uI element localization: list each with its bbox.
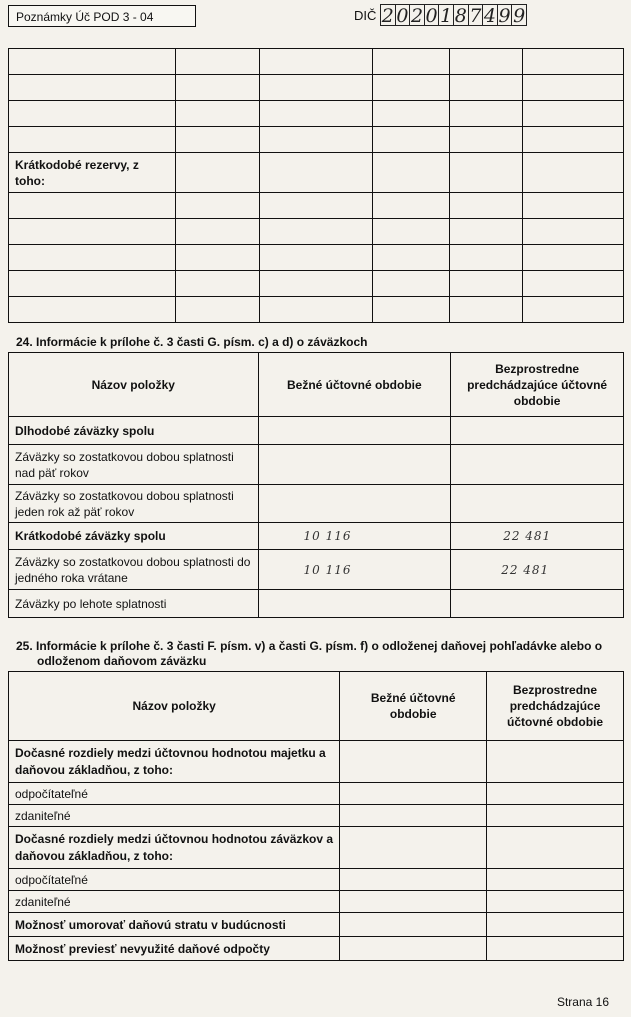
col-header-item: Názov položky: [9, 353, 259, 417]
table-cell[interactable]: [175, 127, 259, 153]
value-previous[interactable]: [487, 805, 624, 827]
value-current[interactable]: [340, 891, 487, 913]
value-current[interactable]: [340, 741, 487, 783]
table-cell[interactable]: [259, 219, 373, 245]
table-cell[interactable]: [9, 193, 176, 219]
value-previous[interactable]: [487, 937, 624, 961]
table-cell[interactable]: [450, 49, 523, 75]
dic-digit[interactable]: 0: [396, 5, 409, 27]
table-row: [9, 913, 624, 937]
table-cell[interactable]: [175, 245, 259, 271]
table-cell[interactable]: [9, 245, 176, 271]
row-label: Záväzky so zostatkovou dobou splatnosti nad päť rokov: [9, 445, 259, 485]
table-cell[interactable]: [259, 245, 373, 271]
table-cell[interactable]: [9, 297, 176, 323]
table-cell[interactable]: [175, 49, 259, 75]
table-cell[interactable]: [259, 49, 373, 75]
table-cell[interactable]: [259, 75, 373, 101]
table-cell[interactable]: [259, 297, 373, 323]
table-cell[interactable]: [523, 49, 624, 75]
table-cell[interactable]: [373, 49, 450, 75]
table-row: [9, 485, 624, 523]
table-row: [9, 827, 624, 869]
table-cell[interactable]: [9, 127, 176, 153]
table-cell[interactable]: [259, 193, 373, 219]
section-25-title-line1: 25. Informácie k prílohe č. 3 časti F. písm. v) a časti G. písm. f) o odloženej daňovej pohľadávke alebo o: [16, 639, 603, 653]
table-cell[interactable]: [175, 193, 259, 219]
col-header-current: Bežné účtovné obdobie: [340, 672, 487, 741]
value-previous[interactable]: [487, 869, 624, 891]
dic-label: DIČ: [354, 8, 377, 23]
table-cell[interactable]: [259, 271, 373, 297]
table-row: [9, 783, 624, 805]
table-cell[interactable]: [523, 101, 624, 127]
table-row: [9, 805, 624, 827]
value-current[interactable]: [340, 869, 487, 891]
table-cell[interactable]: [523, 219, 624, 245]
value-previous[interactable]: [451, 485, 624, 523]
dic-digit[interactable]: 4: [483, 5, 496, 27]
table-cell[interactable]: [9, 49, 176, 75]
short-term-reserves-label: Krátkodobé rezervy, z toho:: [9, 153, 176, 193]
table-cell[interactable]: [450, 297, 523, 323]
table-cell[interactable]: [450, 193, 523, 219]
dic-digit[interactable]: 8: [454, 5, 467, 27]
col-header-previous: Bezprostredne predchádzajúce účtovné obdobie: [451, 353, 624, 417]
table-cell[interactable]: [523, 193, 624, 219]
row-label: odpočítateľné: [9, 869, 340, 891]
row-label: Záväzky so zostatkovou dobou splatnosti jeden rok až päť rokov: [9, 485, 259, 523]
table-row: [9, 550, 624, 590]
value-previous[interactable]: [487, 783, 624, 805]
top-table: [8, 48, 624, 323]
row-label: Dlhodobé záväzky spolu: [9, 417, 259, 445]
table-cell[interactable]: [259, 127, 373, 153]
table-row: [9, 445, 624, 485]
table-cell[interactable]: [450, 101, 523, 127]
table-cell[interactable]: [523, 75, 624, 101]
value-current[interactable]: [258, 417, 451, 445]
col-header-previous: Bezprostredne predchádzajúce účtovné obdobie: [487, 672, 624, 741]
value-current[interactable]: [340, 783, 487, 805]
value-previous[interactable]: [451, 590, 624, 618]
row-label: Dočasné rozdiely medzi účtovnou hodnotou záväzkov a daňovou základňou, z toho:: [9, 827, 340, 869]
page-number: Strana 16: [556, 995, 609, 1009]
table-cell[interactable]: [175, 75, 259, 101]
table-row: [9, 741, 624, 783]
dic-boxes: [381, 4, 527, 26]
table-cell[interactable]: [9, 219, 176, 245]
row-label: Možnosť previesť nevyužité daňové odpočty: [9, 937, 340, 961]
row-label: Možnosť umorovať daňovú stratu v budúcnosti: [9, 913, 340, 937]
table-cell[interactable]: [450, 271, 523, 297]
value-current[interactable]: [258, 590, 451, 618]
value-previous[interactable]: 22 481: [451, 550, 624, 590]
row-label: Dočasné rozdiely medzi účtovnou hodnotou majetku a daňovou základňou, z toho:: [9, 741, 340, 783]
dic-digit[interactable]: 0: [425, 5, 438, 27]
value-previous[interactable]: [487, 741, 624, 783]
table-cell[interactable]: [373, 271, 450, 297]
table-cell[interactable]: [175, 271, 259, 297]
table-row: [9, 937, 624, 961]
value-previous[interactable]: [487, 913, 624, 937]
table-cell[interactable]: [259, 153, 373, 193]
table-cell[interactable]: [523, 153, 624, 193]
table-cell[interactable]: [373, 101, 450, 127]
table-cell[interactable]: [259, 101, 373, 127]
section-25-title: [16, 639, 626, 669]
row-label: zdaniteľné: [9, 891, 340, 913]
value-current[interactable]: [340, 913, 487, 937]
section-25-title-line2: odloženom daňovom záväzku: [37, 654, 207, 668]
table-cell[interactable]: [450, 153, 523, 193]
table-cell[interactable]: [523, 297, 624, 323]
table-cell[interactable]: [450, 75, 523, 101]
table-cell[interactable]: [175, 101, 259, 127]
row-label: Záväzky so zostatkovou dobou splatnosti do jedného roka vrátane: [9, 550, 259, 590]
table-cell[interactable]: [523, 245, 624, 271]
table-cell[interactable]: [9, 75, 176, 101]
col-header-item: Názov položky: [9, 672, 340, 741]
table-cell[interactable]: [523, 127, 624, 153]
value-previous[interactable]: [451, 417, 624, 445]
table-cell[interactable]: [373, 193, 450, 219]
col-header-current: Bežné účtovné obdobie: [258, 353, 451, 417]
table-cell[interactable]: [523, 271, 624, 297]
table-cell[interactable]: [175, 153, 259, 193]
table-cell[interactable]: [9, 271, 176, 297]
table-cell[interactable]: [450, 245, 523, 271]
table-cell[interactable]: [373, 153, 450, 193]
value-previous[interactable]: [487, 827, 624, 869]
table-cell[interactable]: [373, 297, 450, 323]
value-previous[interactable]: 22 481: [451, 523, 624, 550]
table-cell[interactable]: [450, 219, 523, 245]
table-cell[interactable]: [373, 75, 450, 101]
dic-digit[interactable]: 9: [513, 5, 526, 27]
table-cell[interactable]: [373, 245, 450, 271]
section-25-table: [8, 671, 624, 961]
row-label: Záväzky po lehote splatnosti: [9, 590, 259, 618]
table-row: [9, 869, 624, 891]
table-cell[interactable]: [9, 101, 176, 127]
value-current[interactable]: 10 116: [258, 523, 451, 550]
section-24-title: 24. Informácie k prílohe č. 3 časti G. písm. c) a d) o záväzkoch: [16, 335, 368, 349]
value-previous[interactable]: [487, 891, 624, 913]
table-cell[interactable]: [175, 219, 259, 245]
table-cell[interactable]: [373, 127, 450, 153]
table-cell[interactable]: [373, 219, 450, 245]
table-row: [9, 891, 624, 913]
value-current[interactable]: [258, 445, 451, 485]
table-row: [9, 523, 624, 550]
value-current[interactable]: 10 116: [258, 550, 451, 590]
value-current[interactable]: [340, 827, 487, 869]
section-24-table: [8, 352, 624, 618]
dic-digit[interactable]: 1: [440, 5, 453, 27]
dic-digit[interactable]: 7: [469, 5, 482, 27]
form-label: Poznámky Úč POD 3 - 04: [8, 5, 196, 27]
row-label: odpočítateľné: [9, 783, 340, 805]
dic-digit[interactable]: 2: [410, 5, 424, 27]
table-cell[interactable]: [175, 297, 259, 323]
row-label: zdaniteľné: [9, 805, 340, 827]
value-previous[interactable]: [451, 445, 624, 485]
dic-digit[interactable]: 9: [498, 5, 511, 27]
table-cell[interactable]: [450, 127, 523, 153]
dic-digit[interactable]: 2: [381, 5, 394, 27]
value-current[interactable]: [340, 805, 487, 827]
value-current[interactable]: [258, 485, 451, 523]
table-row: [9, 417, 624, 445]
row-label: Krátkodobé záväzky spolu: [9, 523, 259, 550]
table-row: [9, 590, 624, 618]
value-current[interactable]: [340, 937, 487, 961]
